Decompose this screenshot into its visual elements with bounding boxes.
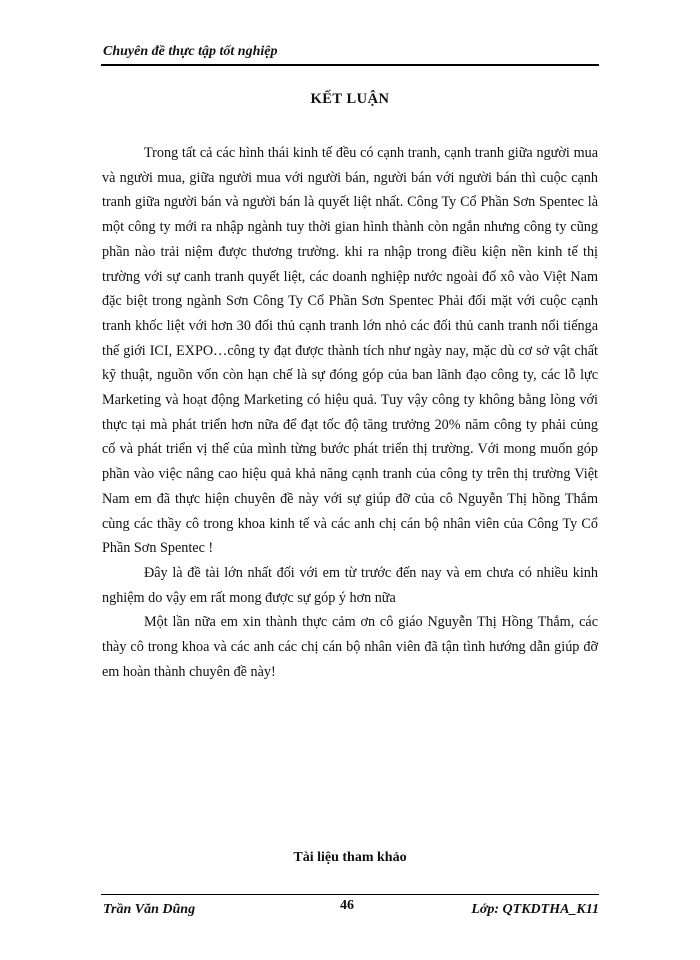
footer-class: Lớp: QTKDTHA_K11	[471, 902, 599, 917]
paragraph-3: Một lần nữa em xin thành thực cảm ơn cô giáo Nguyễn Thị Hồng Thắm, các thày cô trong khoa và các anh các chị cán bộ nhân viên đã tận tình hướng dẫn giúp đỡ em hoàn thành chuyên đề này!	[102, 614, 598, 680]
section-heading: KẾT LUẬN	[310, 91, 390, 107]
page-number: 46	[340, 898, 354, 913]
page-header	[101, 42, 599, 66]
footer-author: Trần Văn Dũng	[103, 902, 196, 917]
paragraph-1: Trong tất cả các hình thái kinh tế đều có cạnh tranh, cạnh tranh giữa người mua và người mua, giữa người mua với người bán, người bán với người bán thì cuộc cạnh tranh giữa người bán và người bán là quyết liệt nhất. Công Ty Cổ Phần Sơn Spentec là một công ty mới ra nhập ngành tuy thời gian hình thành còn ngắn nhưng công ty cũng phần nào trải niệm được thương trường. khi ra nhập trong điều kiện nền kinh tế thị trường với sự canh tranh quyết liệt, các doanh nghiệp nước ngoài đổ xô vào Việt Nam đặc biệt trong ngành Sơn Công Ty Cổ Phần Sơn Spentec Phải đối mặt với cuộc cạnh tranh khốc liệt với hơn 30 đối thủ cạnh tranh lớn nhỏ các đối thủ canh tranh nổi tiếnga thế giới ICI, EXPO…công ty đạt được thành tích như ngày nay, mặc dù cơ sở vật chất kỹ thuật, nguồn vốn còn hạn chế là sự đóng góp của ban lãnh đạo công ty, các lỗ lực Marketing và hoạt động Marketing có hiệu quả. Tuy vậy công ty không bằng lòng với thực tại mà phát triển hơn nữa để đạt tốc độ tăng trưởng 20% năm công ty phải củng cố và phát triển vị thế của mình từng bước phát triển thị trường. Với mong muốn góp phần vào việc nâng cao hiệu quả khả năng cạnh tranh của công ty trên thị trường Việt Nam em đã thực hiện chuyên đề này với sự giúp đỡ của cô Nguyễn Thị hồng Thắm cùng các thầy cô trong khoa kinh tế và các anh chị cán bộ nhân viên của Công Ty Cổ Phần Sơn Spentec !	[102, 145, 598, 557]
references-heading: Tài liệu tham khảo	[293, 850, 407, 865]
conclusion-body	[102, 141, 598, 684]
header-title: Chuyên đề thực tập tốt nghiệp	[103, 44, 278, 59]
paragraph-2: Đây là đề tài lớn nhất đối với em từ trước đến nay và em chưa có nhiều kinh nghiệm do vậy em rất mong được sự góp ý hơn nữa	[102, 564, 598, 606]
page-footer	[101, 894, 599, 925]
